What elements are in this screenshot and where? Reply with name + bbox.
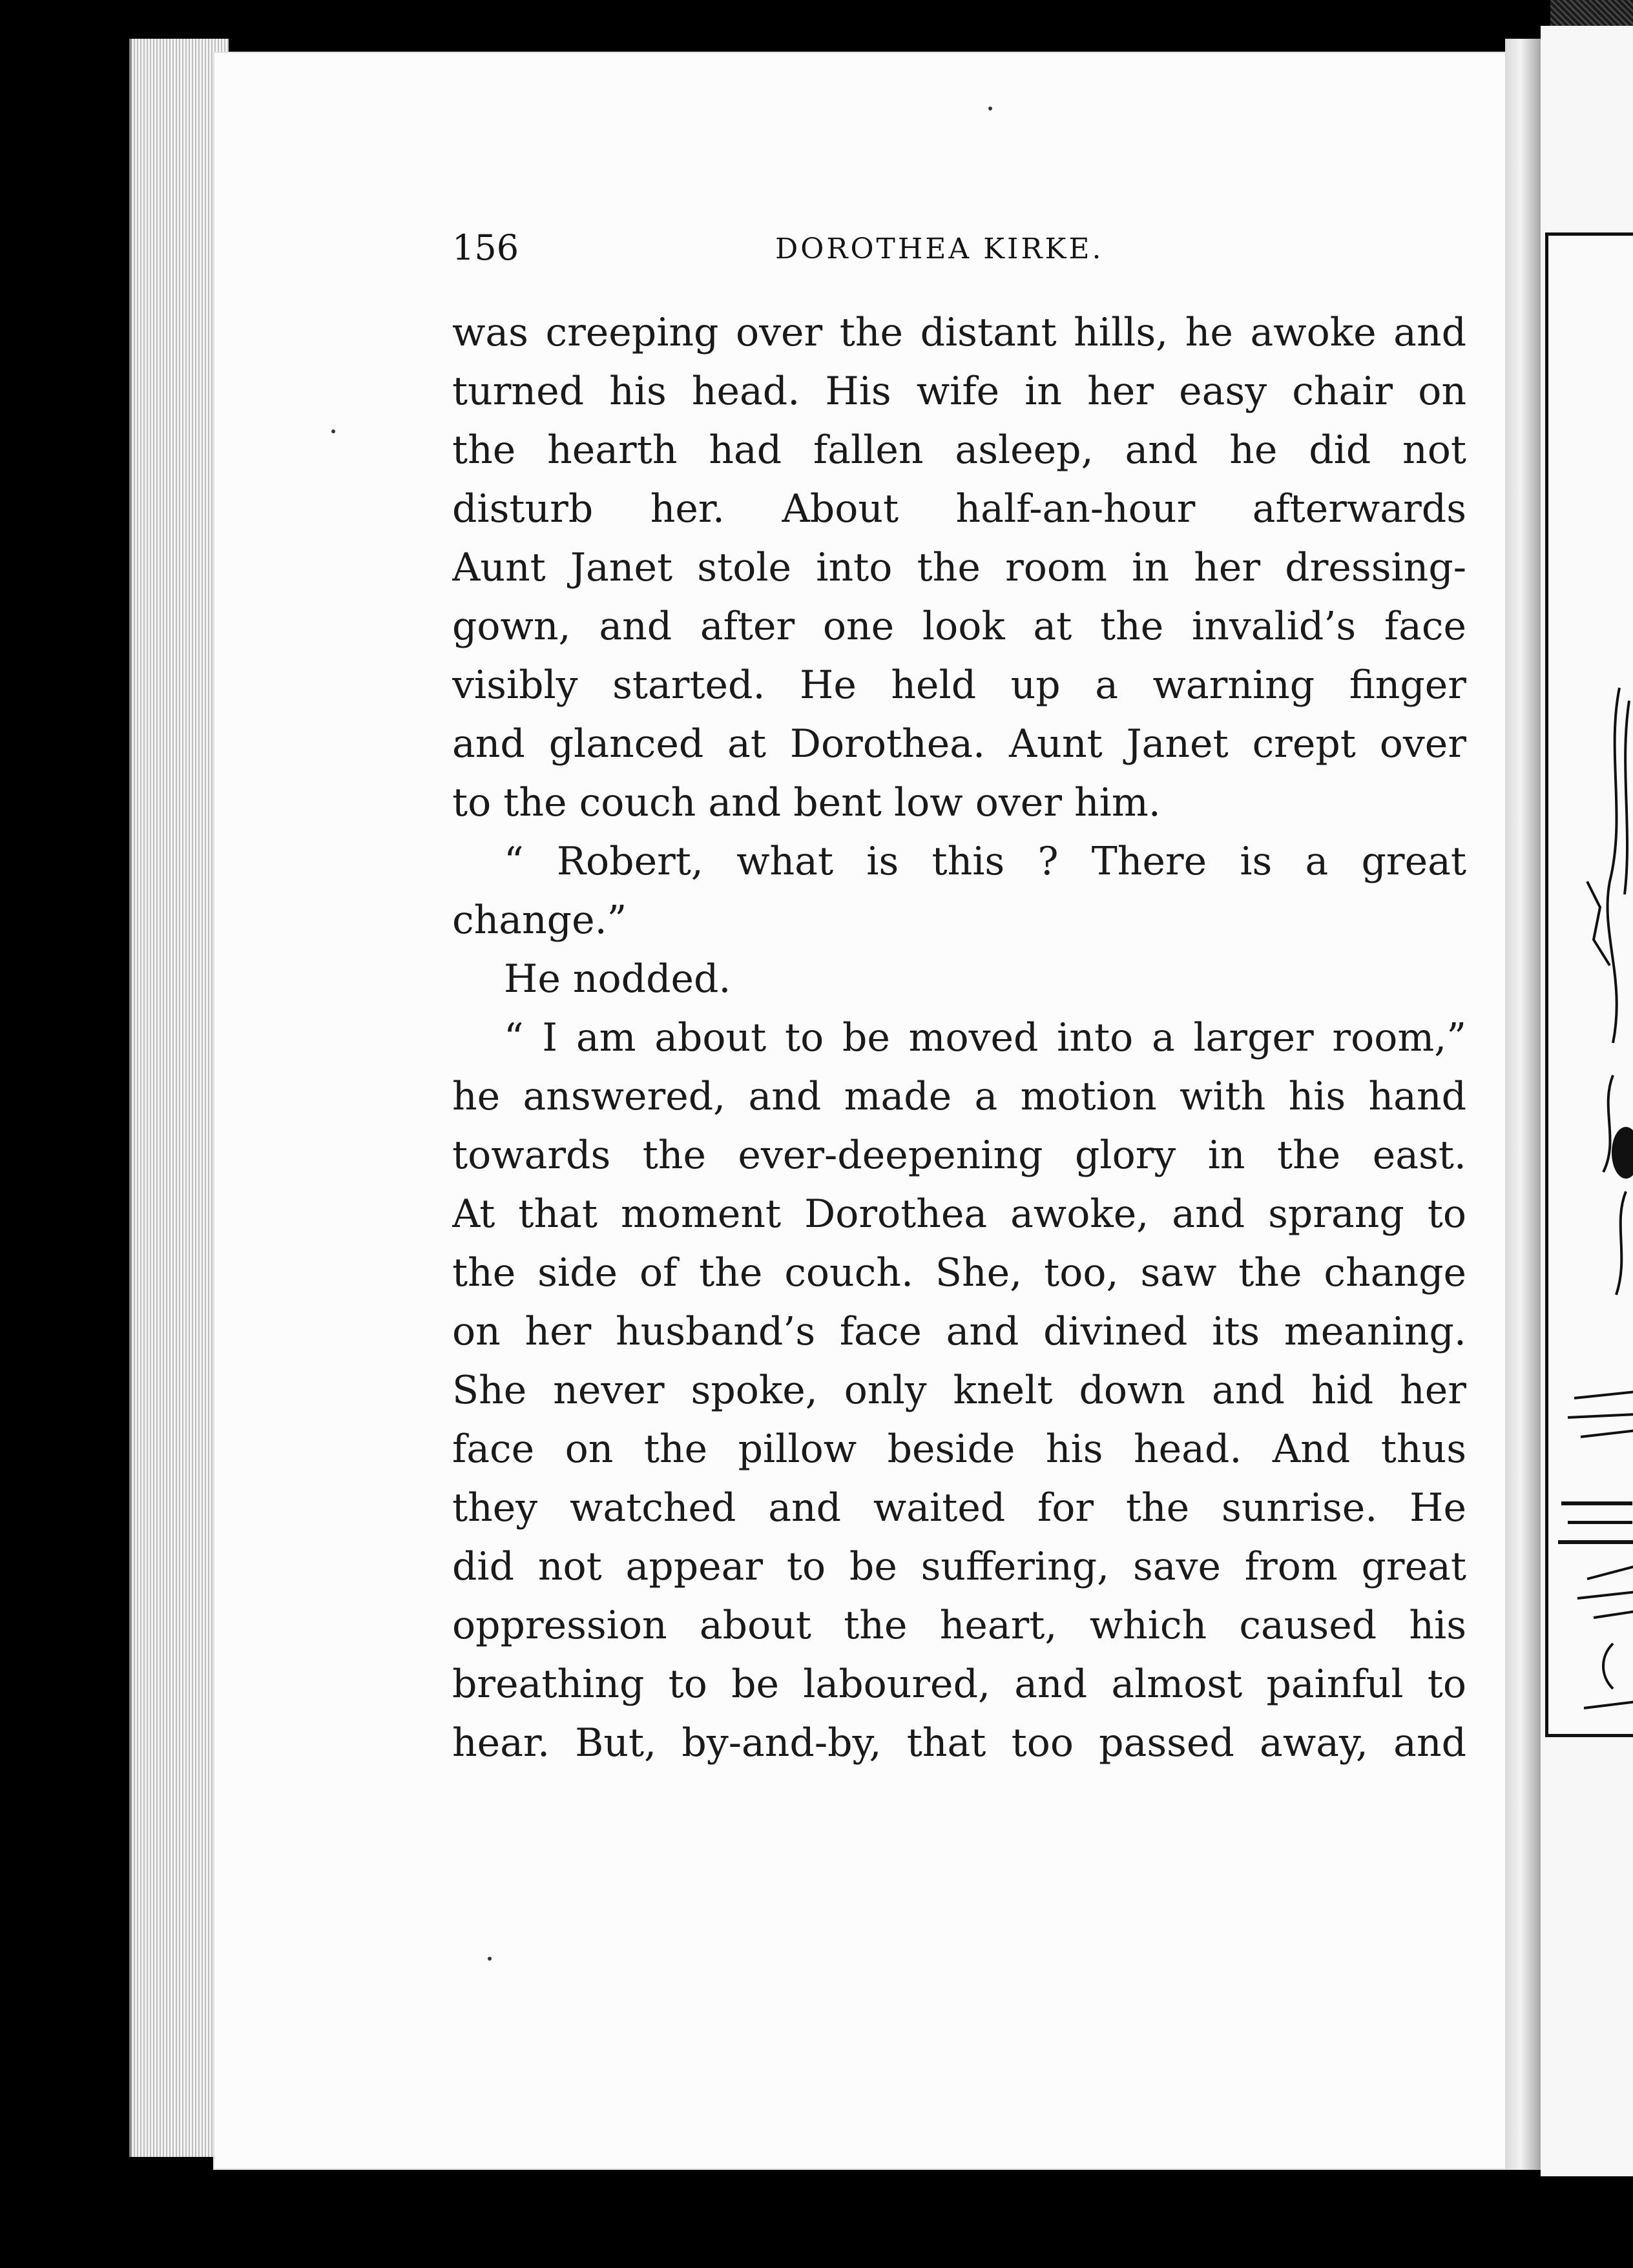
text-line: did not appear to be suffering, save from great — [452, 1544, 1466, 1589]
text-line: was creeping over the distant hills, he awoke and — [452, 310, 1466, 355]
body-text — [452, 304, 1466, 1773]
text-line: breathing to be laboured, and almost painful to — [452, 1662, 1466, 1707]
text-line: and glanced at Dorothea. Aunt Janet crept over — [452, 721, 1466, 767]
text-line: At that moment Dorothea awoke, and sprang to — [452, 1191, 1466, 1237]
text-line: he answered, and made a motion with his hand — [452, 1074, 1466, 1119]
print-speck — [988, 107, 992, 110]
text-line: they watched and waited for the sunrise. He — [452, 1485, 1466, 1531]
text-line: oppression about the heart, which caused his — [452, 1603, 1466, 1648]
text-line: the side of the couch. She, too, saw the change — [452, 1250, 1466, 1295]
text-line: towards the ever-deepening glory in the east. — [452, 1133, 1466, 1178]
text-line: Aunt Janet stole into the room in her dressing- — [452, 545, 1466, 590]
page-number: 156 — [452, 227, 519, 268]
text-line: disturb her. About half-an-hour afterwards — [452, 486, 1466, 531]
text-line: turned his head. His wife in her easy chair on — [452, 369, 1466, 414]
print-speck — [331, 429, 335, 433]
book-gutter — [1505, 39, 1544, 2170]
running-title: DOROTHEA KIRKE. — [775, 232, 1104, 265]
text-line: He nodded. — [504, 956, 731, 1002]
text-line: face on the pillow beside his head. And thus — [452, 1427, 1466, 1472]
text-line: on her husband’s face and divined its meaning. — [452, 1309, 1466, 1354]
text-line: the hearth had fallen asleep, and he did not — [452, 428, 1466, 473]
text-line: “ Robert, what is this ? There is a great — [504, 839, 1466, 884]
text-line: to the couch and bent low over him. — [452, 780, 1161, 825]
text-line: visibly started. He held up a warning finger — [452, 663, 1466, 708]
print-speck — [488, 1957, 492, 1961]
text-line: hear. But, by-and-by, that too passed away, and — [452, 1720, 1466, 1766]
illustration-drawing — [1548, 236, 1633, 1734]
text-line: change.” — [452, 898, 627, 943]
text-line: gown, and after one look at the invalid’s face — [452, 604, 1466, 649]
text-line: “ I am about to be moved into a larger room,” — [504, 1015, 1466, 1060]
text-line: She never spoke, only knelt down and hid her — [452, 1368, 1466, 1413]
facing-page-illustration — [1545, 232, 1633, 1737]
